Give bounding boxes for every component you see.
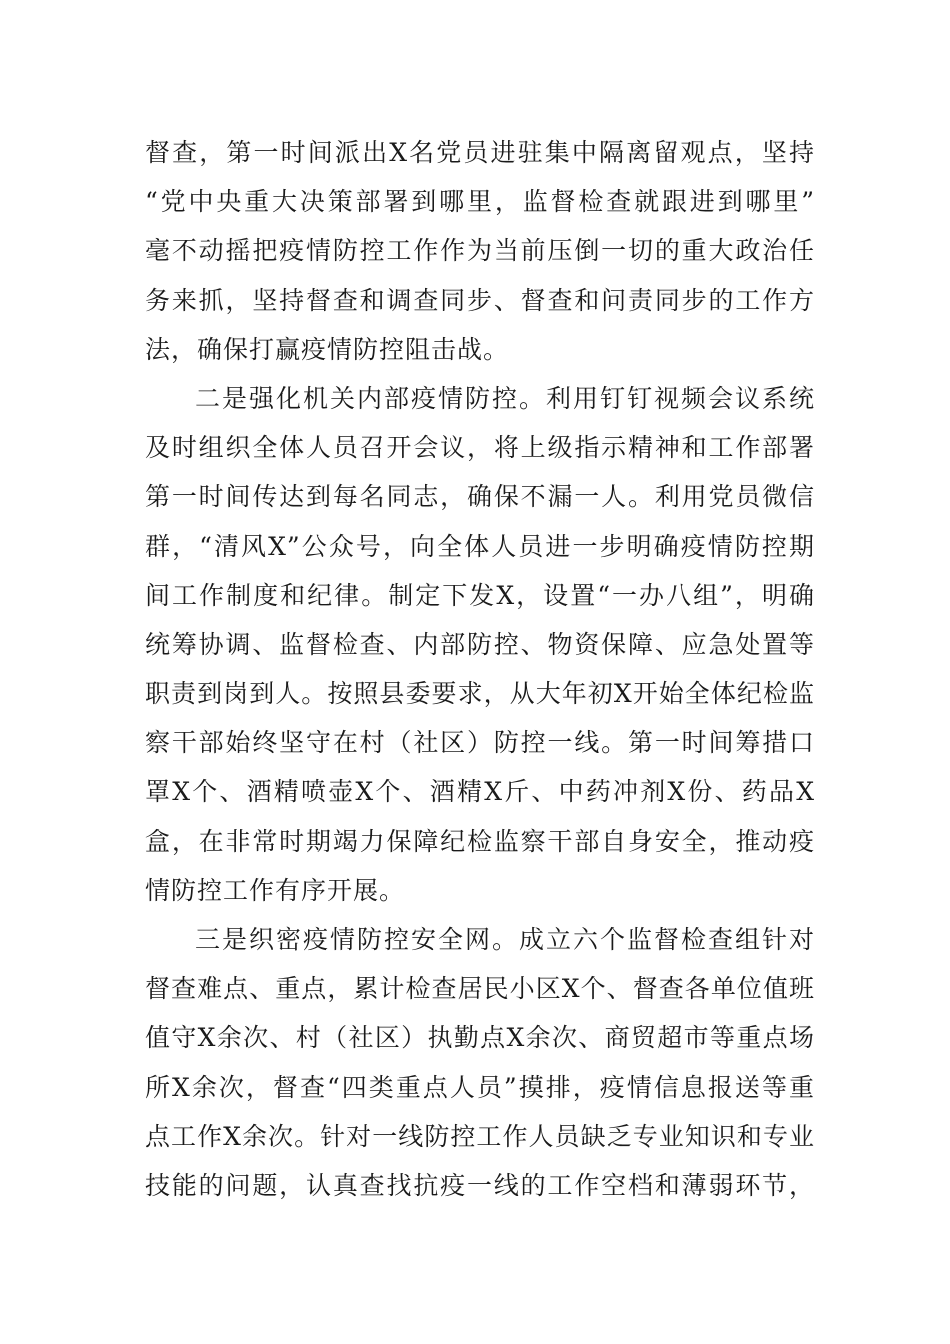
text-line: 及时组织全体人员召开会议，将上级指示精神和工作部署	[145, 433, 815, 463]
text-line: 统筹协调、监督检查、内部防控、物资保障、应急处置等	[145, 629, 815, 659]
text-line: 罩X个、酒精喷壶X个、酒精X斤、中药冲剂X份、药品X	[145, 777, 815, 807]
text-line: 情防控工作有序开展。	[145, 875, 406, 905]
text-line: “党中央重大决策部署到哪里，监督检查就跟进到哪里”	[145, 187, 815, 217]
document-body	[145, 128, 815, 1210]
text-line: 督查，第一时间派出X名党员进驻集中隔离留观点，坚持	[145, 138, 815, 167]
text-line: 职责到岗到人。按照县委要求，从大年初X开始全体纪检监	[145, 679, 815, 709]
text-line: 法，确保打赢疫情防控阻击战。	[145, 334, 510, 364]
text-line: 督查难点、重点，累计检查居民小区X个、督查各单位值班	[145, 974, 815, 1004]
text-line: 技能的问题，认真查找抗疫一线的工作空档和薄弱环节，	[145, 1170, 815, 1200]
text-line: 点工作X余次。针对一线防控工作人员缺乏专业知识和专业	[145, 1121, 815, 1151]
text-line: 第一时间传达到每名同志，确保不漏一人。利用党员微信	[145, 482, 815, 512]
text-line: 二是强化机关内部疫情防控。利用钉钉视频会议系统	[195, 383, 815, 413]
text-line: 务来抓，坚持督查和调查同步、督查和问责同步的工作方	[145, 285, 815, 315]
text-line: 群，“清风X”公众号，向全体人员进一步明确疫情防控期	[145, 531, 815, 561]
text-line: 三是织密疫情防控安全网。成立六个监督检查组针对	[195, 925, 815, 954]
text-line: 盒，在非常时期竭力保障纪检监察干部自身安全，推动疫	[145, 826, 815, 856]
text-line: 毫不动摇把疫情防控工作作为当前压倒一切的重大政治任	[145, 236, 815, 266]
text-line: 间工作制度和纪律。制定下发X，设置“一办八组”，明确	[145, 580, 815, 610]
text-line: 值守X余次、村（社区）执勤点X余次、商贸超市等重点场	[145, 1023, 815, 1053]
text-line: 察干部始终坚守在村（社区）防控一线。第一时间筹措口	[145, 728, 815, 758]
paragraph-3	[145, 915, 815, 1210]
paragraph-2	[145, 374, 815, 915]
paragraph-1	[145, 128, 815, 374]
text-line: 所X余次，督查“四类重点人员”摸排，疫情信息报送等重	[145, 1072, 815, 1102]
